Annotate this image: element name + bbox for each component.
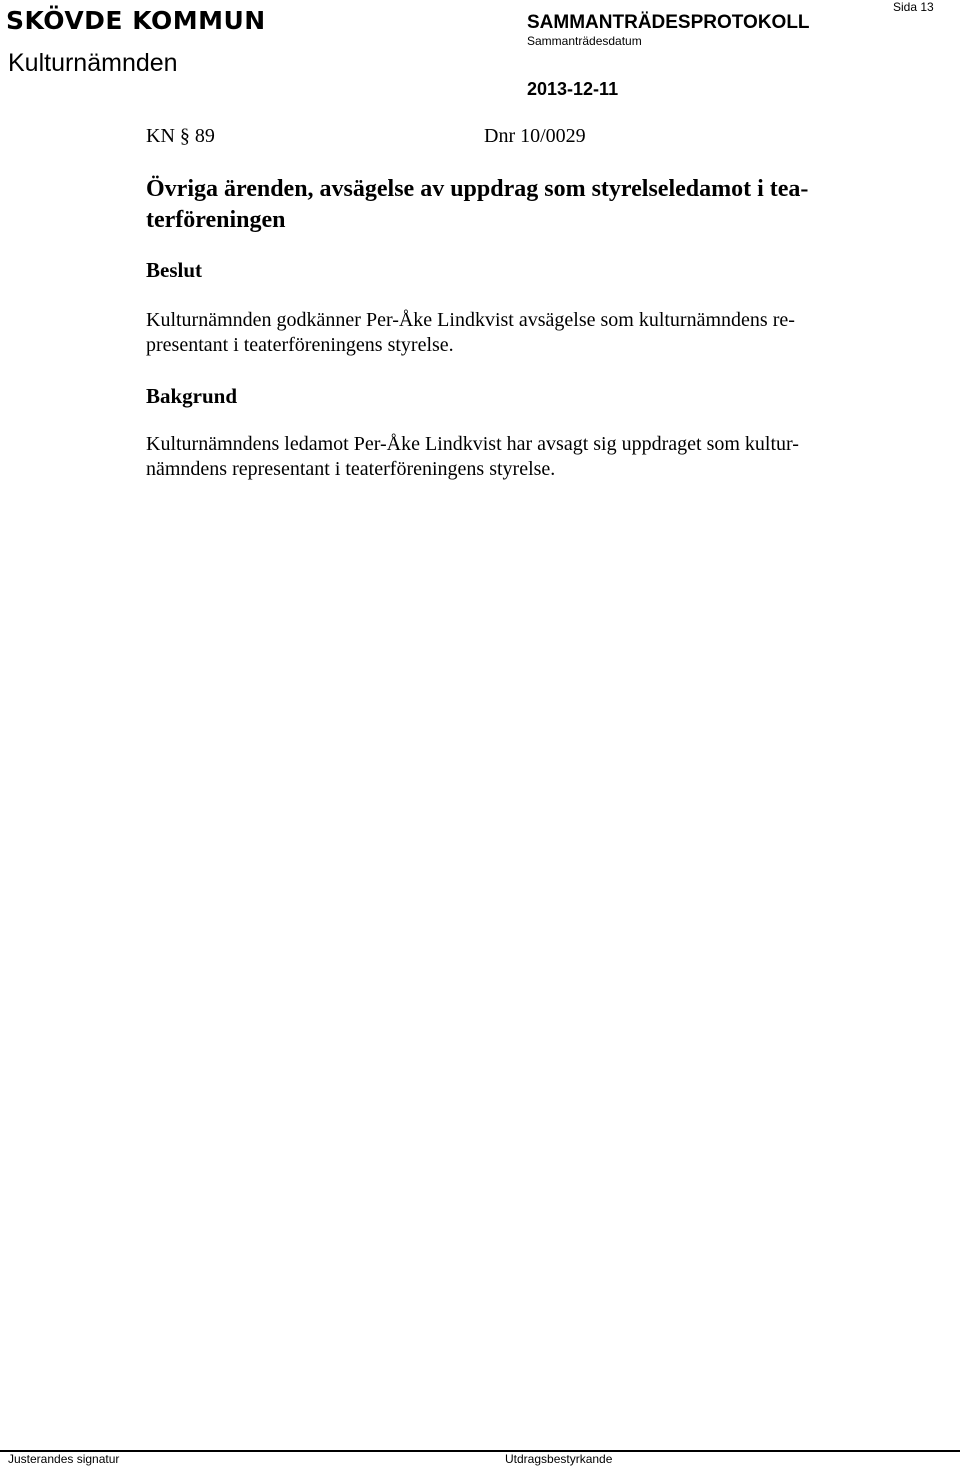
meeting-date-label: Sammanträdesdatum <box>527 34 642 48</box>
section-number: KN § 89 <box>146 125 215 147</box>
item-title-line-1: Övriga ärenden, avsägelse av uppdrag som styrelseledamot i tea- <box>146 176 809 202</box>
item-title <box>146 174 876 236</box>
decision-text <box>146 308 906 358</box>
background-text-line-2: nämndens representant i teaterföreningens styrelse. <box>146 458 556 480</box>
background-text-line-1: Kulturnämndens ledamot Per-Åke Lindkvist har avsagt sig uppdraget som kultur- <box>146 433 799 455</box>
diary-number: Dnr 10/0029 <box>484 125 586 147</box>
item-title-line-2: terföreningen <box>146 207 286 233</box>
meeting-date: 2013-12-11 <box>527 79 619 99</box>
decision-text-line-1: Kulturnämnden godkänner Per-Åke Lindkvist avsägelse som kulturnämndens re- <box>146 309 795 331</box>
page-number: Sida 13 <box>893 0 934 14</box>
signature-label: Justerandes signatur <box>8 1452 120 1466</box>
decision-text-line-2: presentant i teaterföreningens styrelse. <box>146 334 454 356</box>
footer-divider <box>0 1450 960 1452</box>
committee-name: Kulturnämnden <box>8 49 178 77</box>
municipality-logo: SKÖVDE KOMMUN <box>6 6 266 35</box>
document-type: SAMMANTRÄDESPROTOKOLL <box>527 12 810 33</box>
extract-certification-label: Utdragsbestyrkande <box>505 1452 613 1466</box>
background-text <box>146 432 906 482</box>
background-heading: Bakgrund <box>146 384 238 408</box>
decision-heading: Beslut <box>146 258 203 282</box>
